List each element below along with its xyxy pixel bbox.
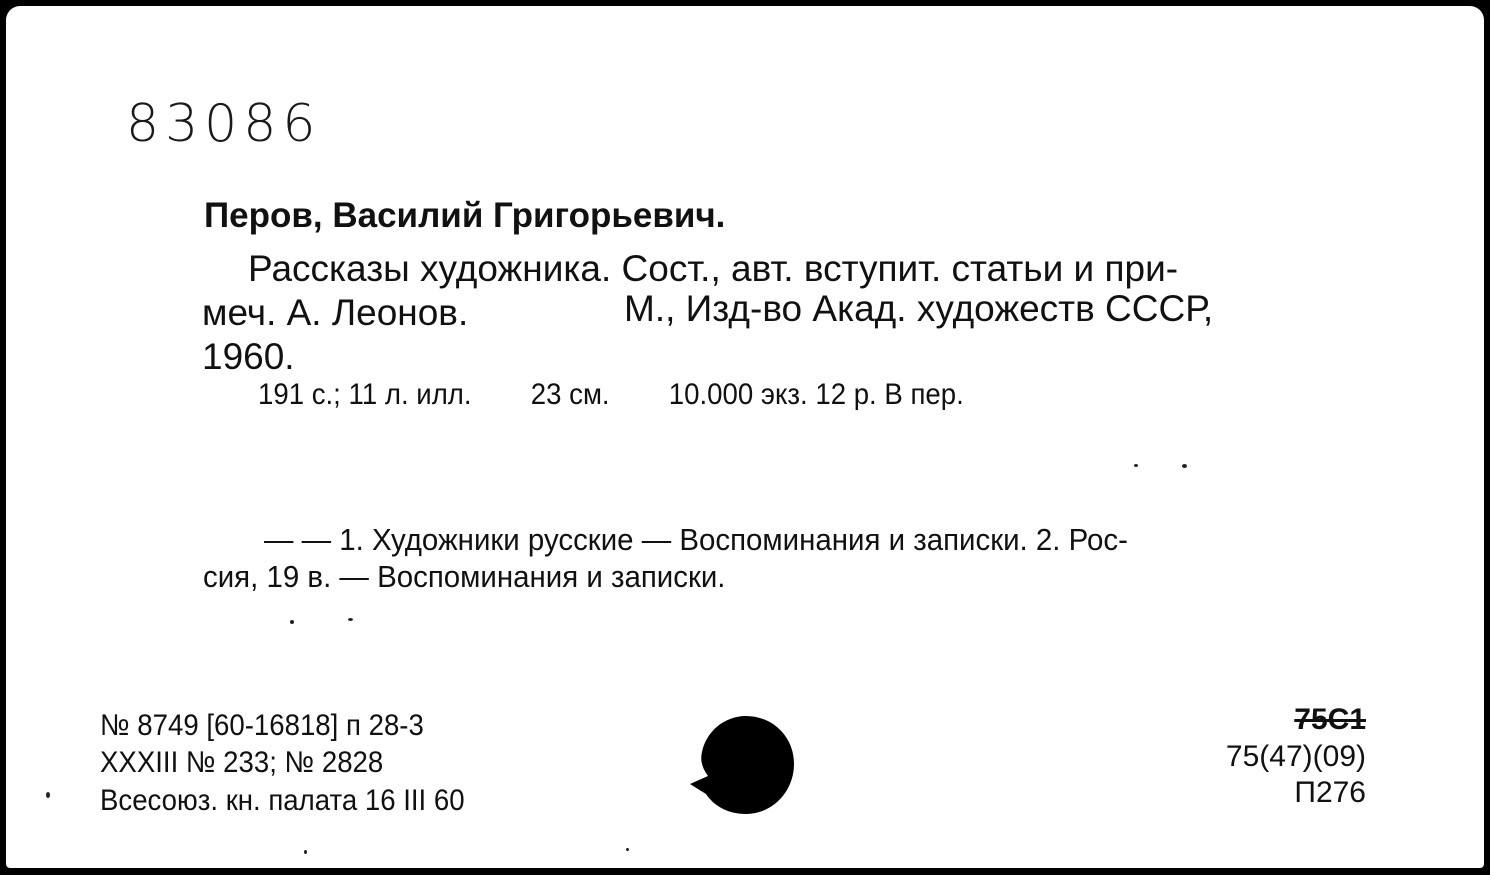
- title-line-3-year: 1960.: [202, 336, 295, 377]
- author-heading: Перов, Василий Григорьевич.: [204, 196, 726, 235]
- speck: [304, 850, 307, 854]
- footer-registry-number: № 8749 [60-16818] п 28-3: [100, 709, 424, 742]
- speck: [348, 618, 353, 621]
- collation-pages: 191 с.; 11 л. илл.: [258, 378, 472, 411]
- classification-author-mark: П276: [1294, 776, 1366, 809]
- collation-print: 10.000 экз. 12 р. В пер.: [668, 378, 964, 411]
- classification-code: 75(47)(09): [1225, 740, 1366, 773]
- collation-size: 23 см.: [530, 378, 610, 411]
- classification-struck: 75С1: [1294, 703, 1366, 736]
- footer-series: XXXIII № 233; № 2828: [100, 746, 384, 779]
- subjects-line-1: — — 1. Художники русские — Воспоминания и записки. 2. Рос-: [264, 522, 1128, 557]
- footer-chamber: Всесоюз. кн. палата 16 III 60: [100, 784, 465, 817]
- title-line-1: Рассказы художника. Сост., авт. вступит. статьи и при-: [248, 248, 1179, 289]
- title-line-2-editor: меч. А. Леонов.: [202, 292, 469, 333]
- handwritten-call-number: 83086: [126, 94, 322, 154]
- catalog-card: [6, 6, 1484, 868]
- speck: [1134, 464, 1138, 467]
- speck: [626, 848, 629, 851]
- title-line-2-publisher: М., Изд-во Акад. художеств СССР,: [624, 288, 1214, 329]
- punch-hole-icon: [688, 714, 798, 816]
- speck: [290, 620, 294, 624]
- subjects-line-2: сия, 19 в. — Воспоминания и записки.: [203, 559, 726, 594]
- speck: [46, 792, 50, 798]
- speck: [1182, 464, 1187, 468]
- collation-line: [258, 378, 1015, 412]
